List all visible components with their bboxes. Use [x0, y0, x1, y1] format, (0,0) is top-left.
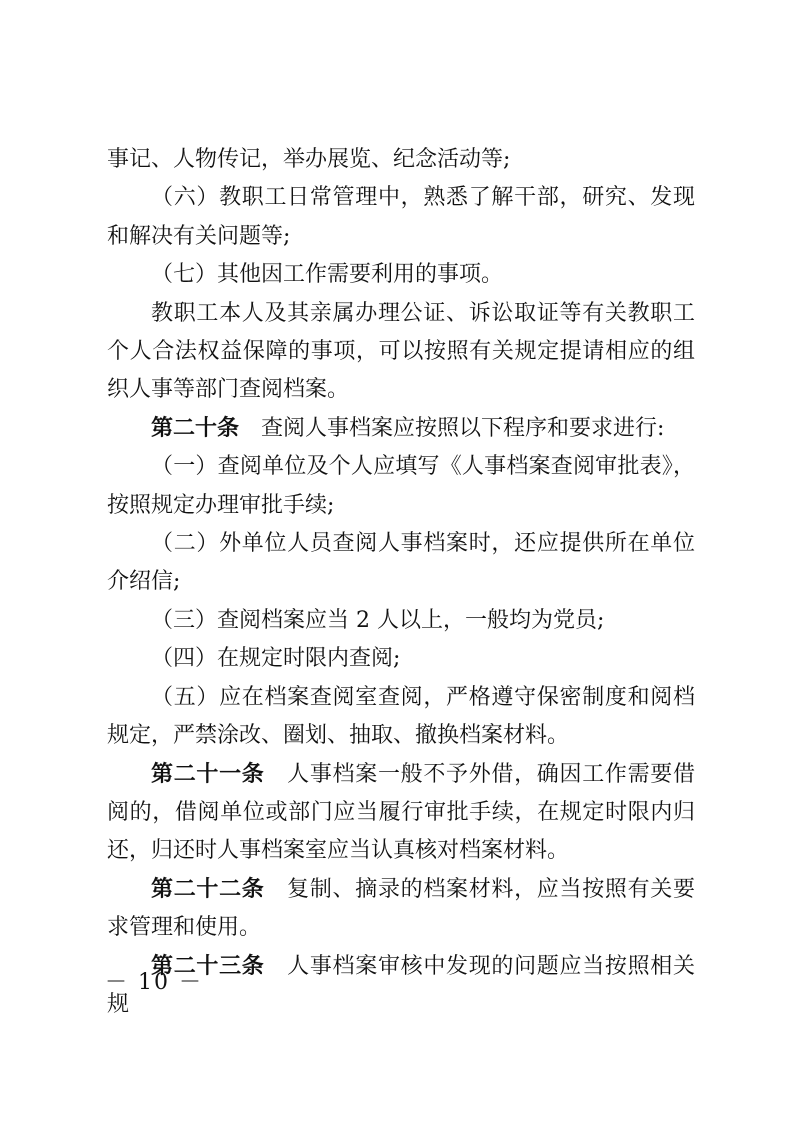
- paragraph-item-7: （七）其他因工作需要利用的事项。: [151, 262, 504, 288]
- paragraph-relatives-access: 教职工本人及其亲属办理公证、诉讼取证等有关教职工个人合法权益保障的事项，可以按照有关规定提请相应的组织人事等部门查阅档案。: [107, 300, 695, 403]
- page-number: － 10 －: [105, 970, 203, 995]
- paragraph-item-6: （六）教职工日常管理中，熟悉了解干部，研究、发现和解决有关问题等;: [107, 185, 695, 249]
- article-heading: 第二十条: [151, 415, 240, 441]
- body-text: [107, 141, 695, 1024]
- article-heading: 第二十一条: [151, 761, 265, 787]
- paragraph-step-4: （四）在规定时限内查阅;: [151, 646, 401, 672]
- article-heading: 第二十二条: [151, 876, 265, 902]
- article-heading: 第二十三条: [151, 953, 265, 979]
- paragraph-continuation: 事记、人物传记，举办展览、纪念活动等;: [107, 147, 511, 172]
- paragraph-step-3: （三）查阅档案应当 2 人以上，一般均为党员;: [151, 607, 605, 633]
- article-21: 第二十一条 人事档案一般不予外借，确因工作需要借阅的，借阅单位或部门应当履行审批手续，在规定时限内归还，归还时人事档案室应当认真核对档案材料。: [107, 761, 695, 864]
- article-23: 第二十三条 人事档案审核中发现的问题应当按照相关规: [107, 953, 695, 1017]
- paragraph-step-1: （一）查阅单位及个人应填写《人事档案查阅审批表》，按照规定办理审批手续;: [107, 454, 695, 518]
- article-22: 第二十二条 复制、摘录的档案材料，应当按照有关要求管理和使用。: [107, 876, 695, 941]
- paragraph-step-5: （五）应在档案查阅室查阅，严格遵守保密制度和阅档规定，严禁涂改、圈划、抽取、撤换档案材料。: [107, 684, 695, 749]
- article-20: 第二十条 查阅人事档案应按照以下程序和要求进行:: [151, 415, 665, 441]
- paragraph-step-2: （二）外单位人员查阅人事档案时，还应提供所在单位介绍信;: [107, 531, 695, 595]
